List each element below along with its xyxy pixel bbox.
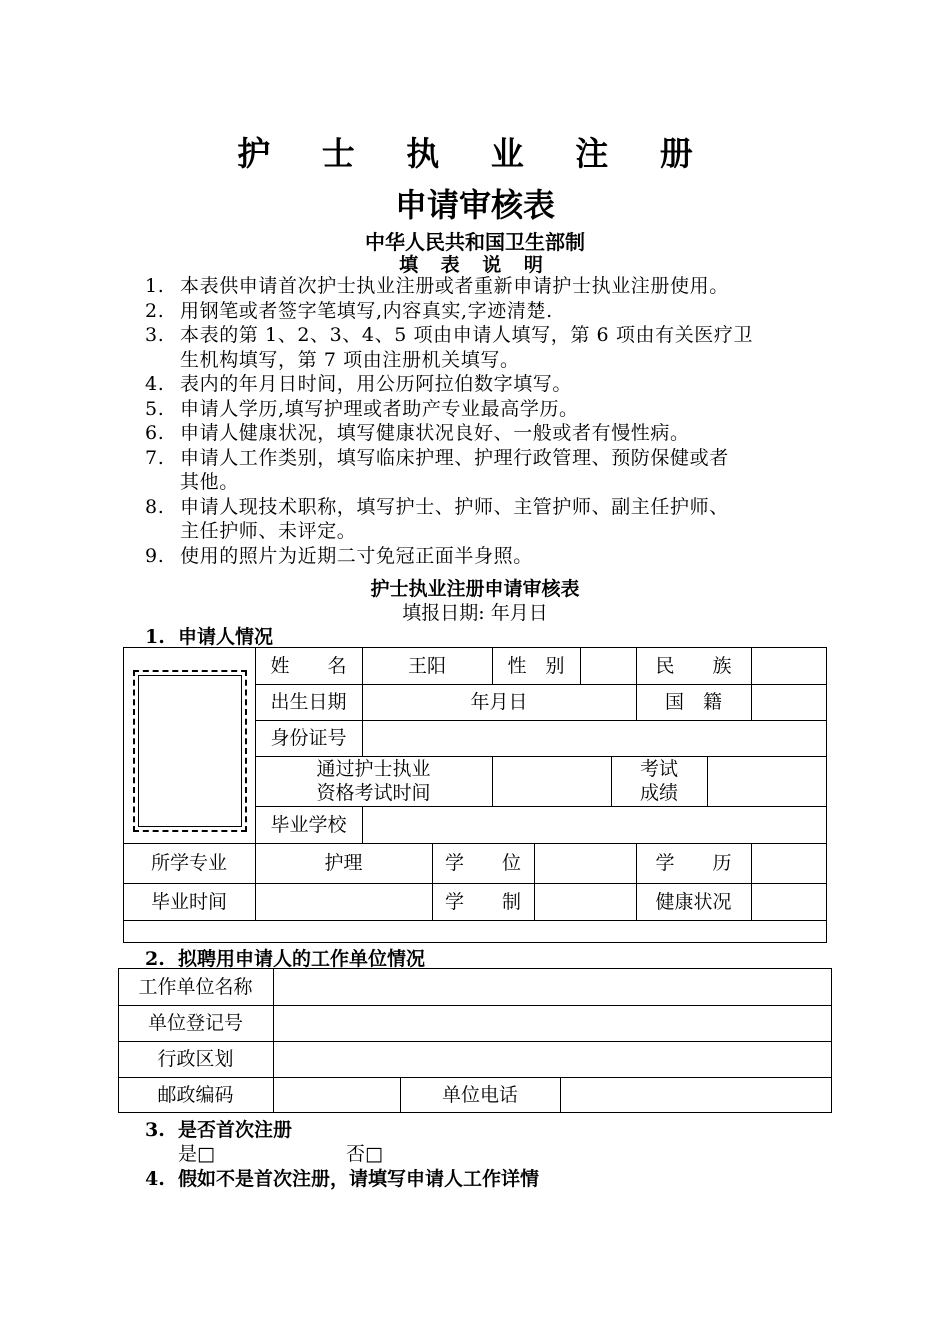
score-label-line2: 成绩 — [639, 782, 678, 804]
major-label: 所学专业 — [150, 852, 227, 874]
schooling-value[interactable] — [534, 883, 636, 920]
education-value[interactable] — [751, 843, 827, 883]
instruction-text: 表内的年月日时间，用公历阿拉伯数字填写。 — [180, 373, 573, 395]
instruction-line — [145, 372, 753, 397]
instruction-number: 2. — [145, 299, 165, 322]
id-value[interactable] — [362, 720, 827, 756]
reg-no-label: 单位登记号 — [147, 1012, 243, 1034]
schooling-label: 学 制 — [444, 890, 521, 913]
instruction-number: 3. — [145, 324, 165, 346]
name-label: 姓 名 — [270, 654, 347, 677]
degree-value[interactable] — [534, 843, 636, 883]
section3-num: 3. — [145, 1119, 165, 1141]
photo-box[interactable] — [133, 670, 247, 832]
reg-no-value[interactable] — [273, 1005, 832, 1041]
instruction-number — [145, 519, 180, 544]
district-value[interactable] — [273, 1041, 832, 1077]
instruction-text: 本表的第 1、2、3、4、5 项由申请人填写，第 6 项由有关医疗卫 — [180, 324, 754, 346]
name-value[interactable]: 王阳 — [407, 654, 446, 677]
fill-date: 填报日期: 年月日 — [402, 602, 548, 624]
instruction-line — [145, 348, 753, 373]
phone-label: 单位电话 — [441, 1084, 518, 1106]
instruction-text: 申请人工作类别，填写临床护理、护理行政管理、预防保健或者 — [180, 446, 729, 469]
instruction-line — [145, 544, 753, 569]
major-value[interactable]: 护理 — [324, 852, 363, 874]
sex-label: 性 别 — [507, 654, 565, 677]
nationality-value[interactable] — [751, 684, 827, 720]
instruction-text: 主任护师、未评定。 — [180, 520, 357, 542]
section1-title: 申请人情况 — [178, 626, 274, 648]
unit-name-label: 工作单位名称 — [138, 975, 253, 998]
instruction-number: 8. — [145, 495, 165, 518]
instruction-text: 本表供申请首次护士执业注册或者重新申请护士执业注册使用。 — [180, 275, 729, 297]
school-value[interactable] — [362, 806, 827, 843]
form-title: 护士执业注册申请审核表 — [370, 578, 580, 600]
instruction-number: 4. — [145, 373, 165, 395]
postcode-label: 邮政编码 — [157, 1084, 234, 1106]
ethnicity-label: 民 族 — [655, 654, 732, 677]
instruction-text: 用钢笔或者签字笔填写,内容真实,字迹清楚. — [180, 299, 553, 322]
exam-time-label-line2: 资格考试时间 — [316, 782, 431, 804]
instruction-text: 申请人健康状况，填写健康状况良好、一般或者有慢性病。 — [180, 422, 690, 444]
section4-heading — [145, 1164, 539, 1191]
nationality-label: 国 籍 — [664, 691, 722, 713]
exam-time-label — [255, 756, 492, 806]
instruction-text: 使用的照片为近期二寸免冠正面半身照。 — [180, 544, 533, 567]
instruction-line — [145, 323, 753, 348]
exam-time-label-line1: 通过护士执业 — [316, 758, 431, 780]
score-value[interactable] — [707, 756, 827, 806]
postcode-value[interactable] — [273, 1077, 400, 1113]
district-label: 行政区划 — [157, 1048, 234, 1070]
instruction-line — [145, 470, 753, 495]
phone-value[interactable] — [560, 1077, 832, 1113]
instruction-text: 申请人现技术职称，填写护士、护师、主管护师、副主任护师、 — [180, 495, 729, 518]
instruction-line — [145, 397, 753, 422]
section3-title: 是否首次注册 — [178, 1119, 293, 1141]
health-value[interactable] — [751, 883, 827, 920]
section3-heading — [145, 1115, 292, 1142]
section4-num: 4. — [145, 1168, 165, 1190]
instruction-text: 申请人学历,填写护理或者助产专业最高学历。 — [180, 397, 579, 420]
score-label — [611, 756, 707, 806]
instructions-list — [145, 274, 753, 568]
instruction-number — [145, 348, 180, 373]
instruction-line — [145, 446, 753, 471]
health-label: 健康状况 — [655, 890, 732, 913]
first-registration-yes[interactable]: 是□ — [178, 1143, 215, 1165]
title-line1: 护 士 执 业 注 册 — [237, 134, 713, 173]
instruction-line — [145, 519, 753, 544]
instruction-number: 1. — [145, 275, 165, 297]
section2-title: 拟聘用申请人的工作单位情况 — [178, 948, 426, 970]
title-line2: 申请审核表 — [394, 186, 555, 224]
degree-label: 学 位 — [444, 852, 521, 874]
instruction-number — [145, 470, 180, 495]
grad-time-value[interactable] — [255, 883, 432, 920]
instruction-number: 9. — [145, 544, 165, 567]
unit-name-value[interactable] — [273, 968, 832, 1005]
instruction-line — [145, 495, 753, 520]
exam-time-value[interactable] — [492, 756, 611, 806]
instruction-line — [145, 274, 753, 299]
instruction-number: 7. — [145, 446, 165, 469]
birth-value[interactable]: 年月日 — [470, 691, 528, 713]
ethnicity-value[interactable] — [751, 647, 827, 684]
section2-heading — [145, 944, 425, 971]
instruction-line — [145, 421, 753, 446]
instruction-text: 生机构填写，第 7 项由注册机关填写。 — [180, 348, 520, 371]
birth-label: 出生日期 — [270, 691, 347, 713]
id-label: 身份证号 — [270, 727, 347, 749]
instructions-title: 填 表 说 明 — [399, 254, 551, 276]
section1-heading — [145, 622, 273, 649]
section4-title: 假如不是首次注册，请填写申请人工作详情 — [178, 1168, 540, 1190]
section2-num: 2. — [145, 948, 165, 970]
instruction-line — [145, 299, 753, 324]
instruction-text: 其他。 — [180, 471, 239, 493]
school-label: 毕业学校 — [270, 813, 347, 836]
issuer: 中华人民共和国卫生部制 — [365, 230, 585, 254]
education-label: 学 历 — [655, 852, 732, 874]
instruction-number: 5. — [145, 397, 165, 420]
section1-num: 1. — [145, 626, 165, 648]
first-registration-no[interactable]: 否□ — [346, 1143, 383, 1165]
grad-time-label: 毕业时间 — [150, 890, 227, 913]
instruction-number: 6. — [145, 422, 165, 444]
sex-value[interactable] — [580, 647, 636, 684]
score-label-line1: 考试 — [639, 758, 678, 780]
